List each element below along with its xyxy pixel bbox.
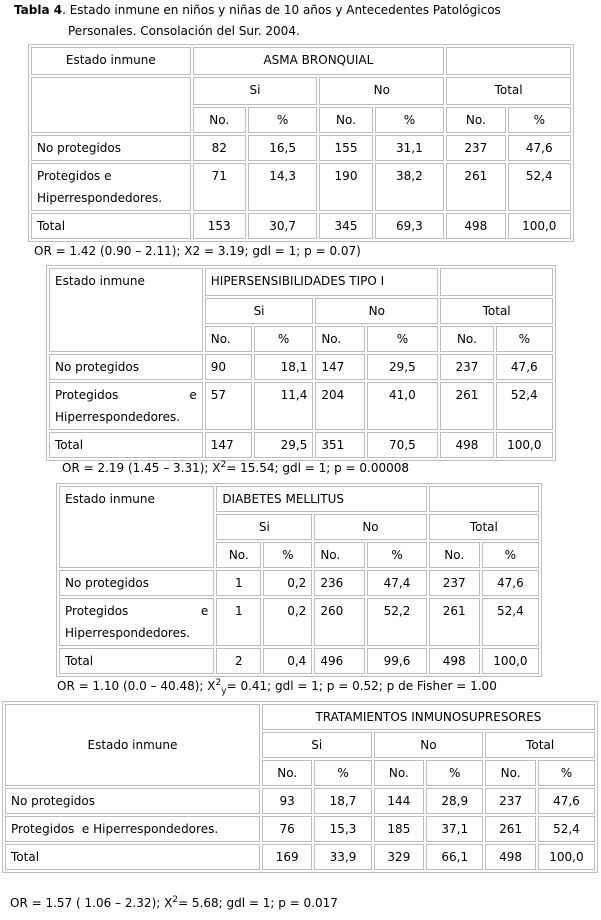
cell-value: 18,7 <box>314 788 371 814</box>
header-pct: % <box>508 107 571 133</box>
cell-value: 69,3 <box>375 213 445 239</box>
header-no: No <box>315 298 438 324</box>
header-no-abbr: No. <box>205 326 252 352</box>
cell-value: 237 <box>440 354 493 380</box>
header-total: Total <box>429 514 539 540</box>
header-no-abbr: No. <box>485 760 536 786</box>
table-diabetes-mellitus <box>56 483 542 677</box>
cell-value: 29,5 <box>367 354 439 380</box>
cell-value: 15,3 <box>314 816 371 842</box>
cell-value: 169 <box>262 844 313 870</box>
cell-value: 153 <box>193 213 246 239</box>
cell-value: 71 <box>193 163 246 211</box>
row-label: Protegidos e Hiperrespondedores. <box>5 816 260 842</box>
note-text-post: = 5.68; gdl = 1; p = 0.017 <box>178 896 338 910</box>
header-pct: % <box>375 107 445 133</box>
header-estado-inmune: Estado inmune <box>59 486 214 568</box>
cell-value: 498 <box>446 213 505 239</box>
row-label-line1: Protegidos <box>65 604 129 618</box>
header-pct: % <box>538 760 595 786</box>
cell-value: 18,1 <box>254 354 313 380</box>
header-no-abbr: No. <box>319 107 372 133</box>
cell-value: 147 <box>315 354 364 380</box>
cell-value: 498 <box>440 432 493 458</box>
header-pct: % <box>248 107 318 133</box>
table-caption <box>14 0 594 42</box>
cell-value: 41,0 <box>367 382 439 430</box>
header-total: Total <box>440 298 553 324</box>
row-label-conj: e <box>200 604 209 618</box>
note-text-post: = 15.54; gdl = 1; p = 0.00008 <box>226 461 409 475</box>
table-hipersensibilidades <box>46 265 556 461</box>
row-label: No protegidos <box>5 788 260 814</box>
row-label-line2: Hiperrespondedores. <box>55 410 181 424</box>
cell-value: 38,2 <box>375 163 445 211</box>
row-label-line1: Protegidos e <box>37 169 112 183</box>
table-row <box>49 432 553 458</box>
cell-value: 496 <box>314 648 365 674</box>
cell-value: 47,6 <box>508 135 571 161</box>
note-text-post: = 0.41; gdl = 1; p = 0.52; p de Fisher = 1.00 <box>226 679 497 693</box>
cell-value: 261 <box>429 598 480 646</box>
cell-value: 147 <box>205 432 252 458</box>
table-row <box>5 788 595 814</box>
caption-text-1: . Estado inmune en niños y niñas de 10 años y Antecedentes Patológicos <box>62 3 501 17</box>
cell-value: 82 <box>193 135 246 161</box>
cell-value: 190 <box>319 163 372 211</box>
cell-value: 66,1 <box>426 844 483 870</box>
cell-value: 236 <box>314 570 365 596</box>
cell-value: 33,9 <box>314 844 371 870</box>
cell-value: 47,6 <box>496 354 553 380</box>
row-label: Total <box>31 213 191 239</box>
cell-value: 0,2 <box>263 570 312 596</box>
row-label: Total <box>5 844 260 870</box>
cell-value: 100,0 <box>496 432 553 458</box>
cell-value: 0,4 <box>263 648 312 674</box>
header-pct: % <box>367 542 426 568</box>
cell-value: 100,0 <box>482 648 539 674</box>
table-row <box>31 213 571 239</box>
row-label <box>59 598 214 646</box>
header-no: No <box>319 77 444 105</box>
row-label: No protegidos <box>49 354 203 380</box>
header-si: Si <box>216 514 312 540</box>
header-si: Si <box>262 732 372 758</box>
cell-value: 57 <box>205 382 252 430</box>
cell-value: 0,2 <box>263 598 312 646</box>
table-row <box>31 163 571 211</box>
cell-value: 329 <box>374 844 425 870</box>
table-row <box>49 382 553 430</box>
cell-value: 37,1 <box>426 816 483 842</box>
cell-value: 261 <box>440 382 493 430</box>
header-no-abbr: No. <box>193 107 246 133</box>
table-row <box>5 816 595 842</box>
row-label-conj: e <box>189 388 197 402</box>
row-label: No protegidos <box>59 570 214 596</box>
header-no-abbr: No. <box>440 326 493 352</box>
cell-value: 28,9 <box>426 788 483 814</box>
note-text-pre: OR = 1.57 ( 1.06 – 2.32); X <box>10 896 173 910</box>
header-blank <box>429 486 539 512</box>
row-label-line2: Hiperrespondedores. <box>37 191 163 205</box>
row-label: Total <box>49 432 203 458</box>
note-superscript: 2 <box>215 678 222 688</box>
cell-value: 52,4 <box>482 598 539 646</box>
cell-value: 261 <box>485 816 536 842</box>
cell-value: 237 <box>446 135 505 161</box>
cell-value: 52,4 <box>496 382 553 430</box>
cell-value: 29,5 <box>254 432 313 458</box>
cell-value: 237 <box>485 788 536 814</box>
row-label <box>31 163 191 211</box>
cell-value: 52,4 <box>538 816 595 842</box>
table-note <box>62 460 409 476</box>
row-label-line1: Protegidos <box>55 388 119 402</box>
cell-value: 11,4 <box>254 382 313 430</box>
cell-value: 204 <box>315 382 364 430</box>
cell-value: 47,6 <box>482 570 539 596</box>
cell-value: 1 <box>216 570 261 596</box>
table-asma-bronquial <box>28 44 574 242</box>
table-tratamientos-inmunosupresores <box>2 701 598 873</box>
header-no-abbr: No. <box>315 326 364 352</box>
cell-value: 144 <box>374 788 425 814</box>
header-estado-inmune: Estado inmune <box>31 47 191 75</box>
header-title: HIPERSENSIBILIDADES TIPO I <box>205 268 439 296</box>
header-no: No <box>374 732 484 758</box>
cell-value: 47,4 <box>367 570 426 596</box>
cell-value: 70,5 <box>367 432 439 458</box>
cell-value: 99,6 <box>367 648 426 674</box>
header-pct: % <box>367 326 439 352</box>
cell-value: 260 <box>314 598 365 646</box>
header-no-abbr: No. <box>374 760 425 786</box>
header-title: DIABETES MELLITUS <box>216 486 426 512</box>
header-estado-inmune: Estado inmune <box>49 268 203 352</box>
row-label-line2: Hiperrespondedores. <box>65 626 191 640</box>
cell-value: 47,6 <box>538 788 595 814</box>
cell-value: 30,7 <box>248 213 318 239</box>
row-label <box>49 382 203 430</box>
caption-label: Tabla 4 <box>14 3 63 17</box>
header-no-abbr: No. <box>216 542 261 568</box>
cell-value: 345 <box>319 213 372 239</box>
header-estado-inmune <box>5 704 260 786</box>
header-no-abbr: No. <box>429 542 480 568</box>
cell-value: 237 <box>429 570 480 596</box>
table-row <box>31 135 571 161</box>
table-row <box>59 598 539 646</box>
note-text-pre: OR = 2.19 (1.45 – 3.31); X <box>62 461 221 475</box>
caption-text-2: Personales. Consolación del Sur. 2004. <box>68 24 300 38</box>
table-note <box>57 678 497 697</box>
header-blank-cell <box>31 77 191 133</box>
header-no-abbr: No. <box>314 542 365 568</box>
header-estado-inmune-text: Estado inmune <box>87 738 178 752</box>
table-note: OR = 1.42 (0.90 – 2.11); X2 = 3.19; gdl = 1; p = 0.07) <box>34 244 361 258</box>
cell-value: 261 <box>446 163 505 211</box>
cell-value: 52,4 <box>508 163 571 211</box>
header-title: TRATAMIENTOS INMUNOSUPRESORES <box>262 704 595 730</box>
table-row <box>49 354 553 380</box>
cell-value: 31,1 <box>375 135 445 161</box>
row-label: No protegidos <box>31 135 191 161</box>
header-pct: % <box>426 760 483 786</box>
header-pct: % <box>496 326 553 352</box>
note-superscript: 2 <box>172 895 179 905</box>
cell-value: 185 <box>374 816 425 842</box>
table-row <box>59 648 539 674</box>
table-note <box>10 895 338 911</box>
cell-value: 76 <box>262 816 313 842</box>
header-no-abbr: No. <box>262 760 313 786</box>
header-pct: % <box>482 542 539 568</box>
note-superscript: 2 <box>220 460 227 470</box>
cell-value: 351 <box>315 432 364 458</box>
table-row <box>5 844 595 870</box>
header-pct: % <box>314 760 371 786</box>
header-blank <box>446 47 571 75</box>
header-title: ASMA BRONQUIAL <box>193 47 445 75</box>
header-blank <box>440 268 553 296</box>
header-si: Si <box>205 298 314 324</box>
cell-value: 1 <box>216 598 261 646</box>
note-subscript: y <box>221 686 227 697</box>
header-pct: % <box>263 542 312 568</box>
note-text-pre: OR = 1.10 (0.0 – 40.48); X <box>57 679 216 693</box>
cell-value: 100,0 <box>538 844 595 870</box>
cell-value: 93 <box>262 788 313 814</box>
cell-value: 90 <box>205 354 252 380</box>
cell-value: 100,0 <box>508 213 571 239</box>
header-total: Total <box>446 77 571 105</box>
header-si: Si <box>193 77 318 105</box>
header-total: Total <box>485 732 595 758</box>
cell-value: 14,3 <box>248 163 318 211</box>
cell-value: 498 <box>429 648 480 674</box>
cell-value: 2 <box>216 648 261 674</box>
cell-value: 155 <box>319 135 372 161</box>
table-row <box>59 570 539 596</box>
header-no: No <box>314 514 426 540</box>
cell-value: 16,5 <box>248 135 318 161</box>
row-label: Total <box>59 648 214 674</box>
header-pct: % <box>254 326 313 352</box>
cell-value: 52,2 <box>367 598 426 646</box>
cell-value: 498 <box>485 844 536 870</box>
header-no-abbr: No. <box>446 107 505 133</box>
